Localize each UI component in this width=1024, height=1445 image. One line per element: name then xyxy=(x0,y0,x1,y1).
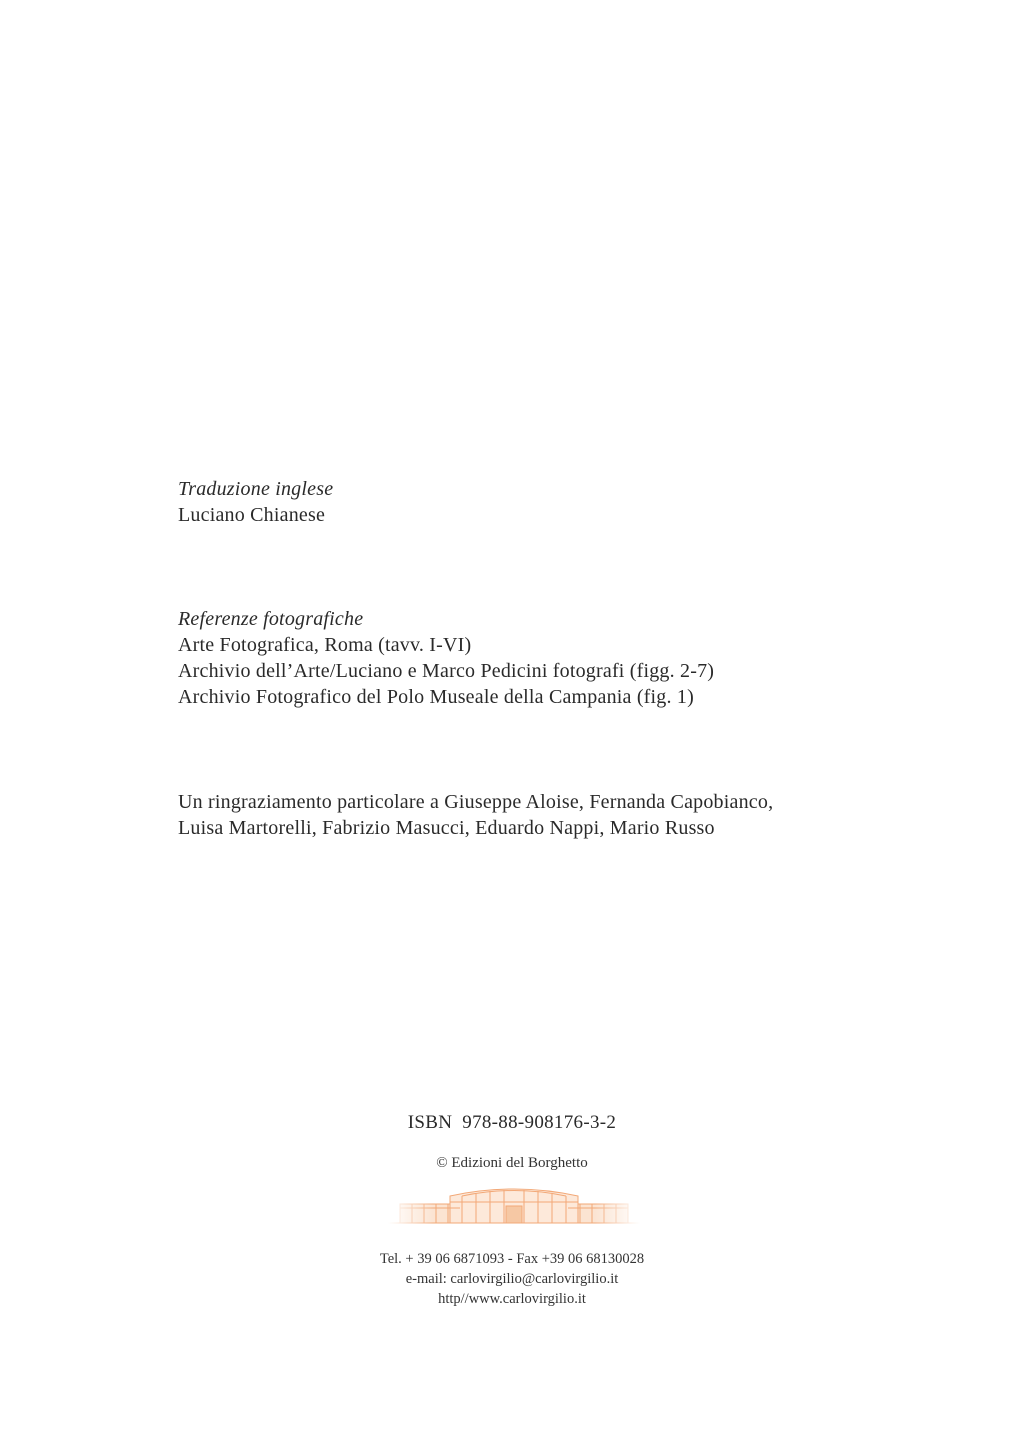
phone-fax: Tel. + 39 06 6871093 - Fax +39 06 68130028 xyxy=(379,1251,645,1267)
photo-reference-line: Archivio Fotografico del Polo Museale della Campania (fig. 1) xyxy=(178,686,694,708)
email-address: e-mail: carlovirgilio@carlovirgilio.it xyxy=(405,1271,619,1287)
isbn-label: ISBN xyxy=(407,1112,453,1133)
building-colonnade-logo-icon xyxy=(388,1176,640,1226)
photo-reference-line: Archivio dell’Arte/Luciano e Marco Pedicini fotografi (figg. 2-7) xyxy=(178,660,715,682)
photo-references-heading: Referenze fotografiche xyxy=(178,608,364,630)
acknowledgements xyxy=(178,789,773,841)
website-address: http//www.carlovirgilio.it xyxy=(438,1291,586,1307)
acknowledgement-line: Luisa Martorelli, Fabrizio Masucci, Eduardo Nappi, Mario Russo xyxy=(178,817,715,839)
publisher-contact xyxy=(0,1249,1024,1309)
photo-reference-line: Arte Fotografica, Roma (tavv. I-VI) xyxy=(178,634,472,656)
photo-references xyxy=(178,606,714,710)
acknowledgement-line: Un ringraziamento particolare a Giuseppe Aloise, Fernanda Capobianco, xyxy=(178,791,774,813)
copyright-notice: © Edizioni del Borghetto xyxy=(436,1155,588,1171)
translation-credits xyxy=(178,476,333,528)
isbn xyxy=(0,1112,1024,1134)
translation-heading: Traduzione inglese xyxy=(178,478,334,500)
translator-name: Luciano Chianese xyxy=(178,504,326,526)
isbn-number: 978-88-908176-3-2 xyxy=(462,1112,617,1133)
